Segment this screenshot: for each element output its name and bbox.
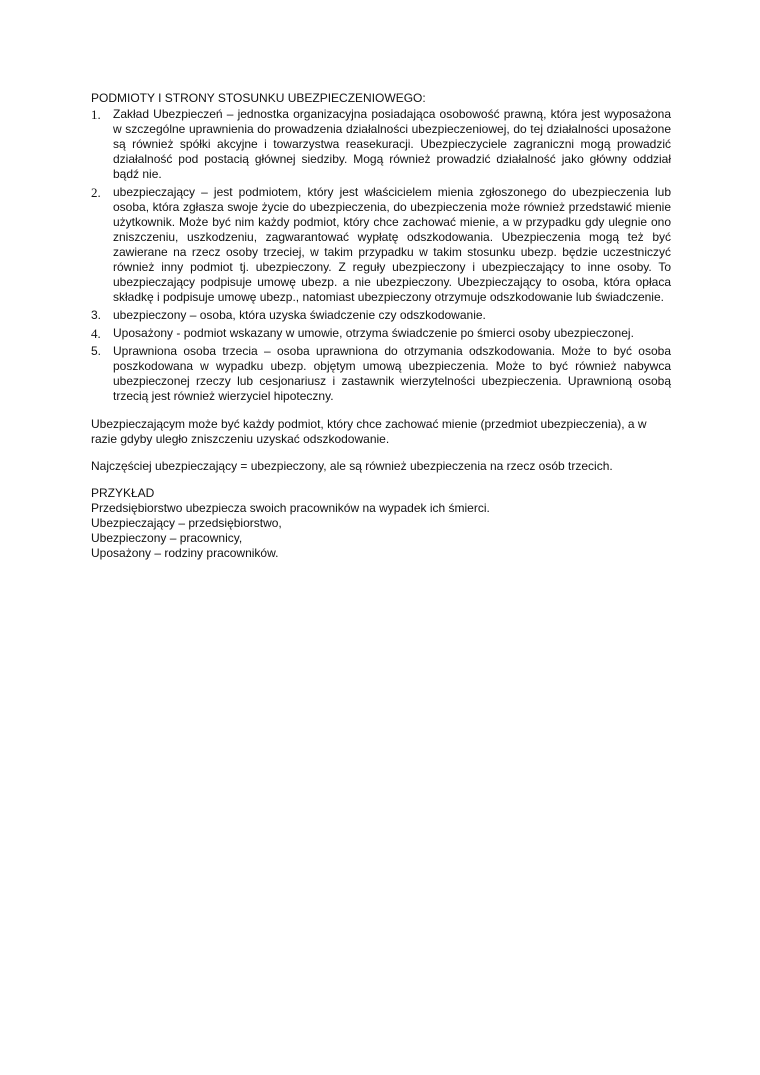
document-title: PODMIOTY I STRONY STOSUNKU UBEZPIECZENIOWEGO: [91, 91, 426, 105]
list-item-number: 3. [91, 308, 102, 322]
definitions-list [91, 107, 671, 404]
list-item [91, 326, 671, 341]
list-item-number: 2. [91, 185, 101, 200]
list-item-text: ubezpieczony – osoba, która uzyska świadczenie czy odszkodowanie. [113, 308, 486, 322]
example-line: Przedsiębiorstwo ubezpiecza swoich pracowników na wypadek ich śmierci. [91, 501, 490, 515]
document-body [91, 91, 671, 561]
list-item [91, 344, 671, 404]
example-line: Ubezpieczający – przedsiębiorstwo, [91, 516, 282, 530]
list-item-number: 4. [91, 326, 101, 341]
example-line: Uposażony – rodziny pracowników. [91, 546, 279, 560]
paragraph-most-often: Najczęściej ubezpieczający = ubezpieczony, ale są również ubezpieczenia na rzecz osób trzecich. [91, 459, 613, 473]
example-heading: PRZYKŁAD [91, 486, 155, 500]
paragraph-insurer-definition: Ubezpieczającym może być każdy podmiot, który chce zachować mienie (przedmiot ubezpieczenia), a w razie gdyby uległo zniszczeniu uzyskać odszkodowanie. [91, 417, 647, 446]
list-item-text: ubezpieczający – jest podmiotem, który jest właścicielem mienia zgłoszonego do ubezpieczenia lub osoba, która zgłasza swoje życie do ubezpieczenia, do ubezpieczenia może również przedstawić mienie użytkownik. Może być nim każdy podmiot, który chce zachować mienie, a w przypadku gdy ulegnie ono zniszczeniu, uszkodzeniu, zagwarantować wypłatę odszkodowania. Ubezpieczenia mogą też być zawierane na rzecz osoby trzeciej, w takim przypadku w takim stosunku ubezp. będzie uczestniczyć również inny podmiot tj. ubezpieczony. Z reguły ubezpieczony i ubezpieczający to inne osoby. To ubezpieczający podpisuje umowę ubezp. a nie ubezpieczony. Ubezpieczający to osoba, która opłaca składkę i podpisuje umowę ubezp., natomiast ubezpieczony otrzymuje odszkodowanie lub świadczenie. [113, 185, 671, 304]
list-item-number: 5. [91, 344, 102, 358]
example-section [91, 486, 671, 561]
list-item-text: Zakład Ubezpieczeń – jednostka organizacyjna posiadająca osobowość prawną, która jest wyposażona w szczególne uprawnienia do prowadzenia działalności ubezpieczeniowej, do tej działalności uposażone są również spółki akcyjne i towarzystwa reasekuracji. Ubezpieczyciele zagraniczni mogą prowadzić działalność pod postacią głównej siedziby. Mogą również prowadzić działalność jako główny oddział bądź nie. [113, 107, 671, 181]
list-item-text: Uprawniona osoba trzecia – osoba uprawniona do otrzymania odszkodowania. Może to być osoba poszkodowana w wypadku ubezp. objętym umową ubezpieczenia. Może to być również nabywca ubezpieczonej rzeczy lub cesjonariusz i zastawnik wierzytelności ubezpieczenia. Uprawnioną osobą trzecią jest również wierzyciel hipoteczny. [113, 344, 671, 403]
list-item-text: Uposażony - podmiot wskazany w umowie, otrzyma świadczenie po śmierci osoby ubezpieczonej. [113, 326, 634, 340]
list-item [91, 107, 671, 182]
example-line: Ubezpieczony – pracownicy, [91, 531, 243, 545]
list-item-number: 1. [91, 107, 101, 122]
list-item [91, 185, 671, 305]
list-item [91, 308, 671, 323]
